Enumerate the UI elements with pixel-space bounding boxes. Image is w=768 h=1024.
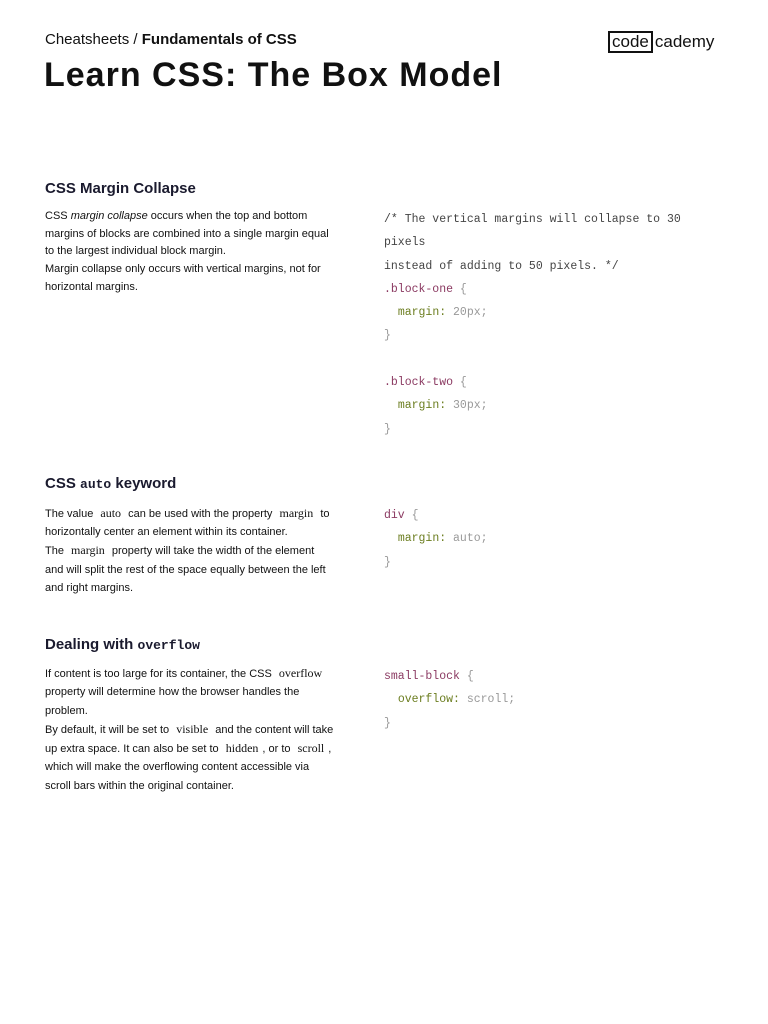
- code-brace-close: }: [384, 329, 391, 343]
- breadcrumb-separator: /: [129, 31, 142, 48]
- desc-text: If content is too large for its container, the CSS: [45, 668, 272, 680]
- desc-text: to horizontally center an element within its container.: [45, 508, 330, 539]
- title-code: overflow: [137, 638, 200, 653]
- section-title-auto-keyword: [45, 475, 176, 492]
- inline-code: margin: [279, 506, 314, 520]
- desc-paragraph: [45, 504, 335, 541]
- code-brace-open: {: [459, 282, 467, 296]
- desc-paragraph: [45, 541, 335, 597]
- code-property: margin:: [397, 306, 447, 320]
- breadcrumb: [45, 31, 297, 48]
- codecademy-logo[interactable]: [608, 31, 714, 53]
- desc-text: can be used with the property: [128, 508, 273, 520]
- code-brace-close: }: [384, 716, 391, 730]
- desc-text: occurs when the top and bottom margins of blocks are combined into a single margin equal to the largest individual block margin.: [45, 210, 329, 258]
- inline-code: hidden: [225, 741, 259, 756]
- title-text: keyword: [111, 475, 177, 492]
- section-title-overflow: [45, 636, 200, 653]
- code-comment: instead of adding to 50 pixels. */: [384, 259, 619, 273]
- code-brace-open: {: [411, 509, 419, 522]
- desc-paragraph: [45, 208, 335, 261]
- desc-text: and the content will take up extra space. It can also be set to: [45, 723, 334, 756]
- code-selector: div: [384, 509, 405, 522]
- code-selector: .block-two: [384, 376, 454, 390]
- inline-code: auto: [100, 506, 122, 520]
- desc-emphasis: margin collapse: [70, 210, 148, 222]
- desc-text: By default, it will be set to: [45, 723, 170, 736]
- code-value: 20px;: [453, 306, 488, 320]
- desc-paragraph: Margin collapse only occurs with vertical margins, not for horizontal margins.: [45, 263, 321, 293]
- inline-code: visible: [176, 721, 209, 736]
- code-comment: /* The vertical margins will collapse to 30: [384, 213, 681, 226]
- logo-code-box: code: [608, 31, 653, 53]
- code-value: 30px;: [453, 399, 488, 413]
- inline-code: overflow: [278, 666, 323, 680]
- desc-text: CSS: [45, 210, 71, 222]
- section-desc-auto-keyword: [45, 504, 335, 597]
- desc-text: property will determine how the browser handles the problem.: [45, 686, 300, 717]
- breadcrumb-root-link[interactable]: Cheatsheets: [45, 31, 130, 48]
- code-property: overflow:: [397, 693, 460, 707]
- code-brace-open: {: [459, 376, 467, 390]
- code-block-margin-collapse: [384, 208, 681, 441]
- code-property: margin:: [397, 399, 447, 413]
- desc-paragraph: [45, 664, 335, 720]
- code-brace-close: }: [384, 555, 391, 569]
- desc-text: The: [45, 545, 64, 558]
- desc-text: property will take the width of the element and will split the rest of the space equally between the left and right margins.: [45, 545, 326, 594]
- section-desc-overflow: [45, 664, 335, 795]
- code-value: auto;: [453, 532, 488, 546]
- desc-paragraph: [45, 720, 335, 795]
- code-block-auto-keyword: [384, 504, 488, 574]
- code-selector: small-block: [384, 670, 460, 683]
- title-code: auto: [80, 477, 112, 492]
- code-brace-close: }: [384, 422, 391, 436]
- logo-cademy-text: cademy: [654, 32, 715, 51]
- desc-text: , or to: [262, 743, 291, 756]
- desc-text: , which will make the overflowing content accessible via scroll bars within the original container.: [45, 743, 332, 792]
- page-title: Learn CSS: The Box Model: [44, 56, 503, 94]
- code-comment: pixels: [384, 236, 426, 250]
- desc-text: The value: [45, 508, 94, 520]
- section-desc-margin-collapse: [45, 208, 335, 297]
- inline-code: margin: [71, 543, 105, 558]
- inline-code: scroll: [297, 741, 325, 756]
- code-property: margin:: [397, 532, 447, 546]
- code-brace-open: {: [466, 670, 474, 683]
- code-block-overflow: [384, 665, 515, 735]
- breadcrumb-current[interactable]: Fundamentals of CSS: [141, 31, 297, 48]
- title-text: CSS: [45, 475, 81, 492]
- code-value: scroll;: [466, 693, 516, 707]
- section-title-margin-collapse: CSS Margin Collapse: [45, 180, 196, 197]
- code-selector: .block-one: [384, 282, 454, 296]
- title-text: Dealing with: [45, 636, 138, 653]
